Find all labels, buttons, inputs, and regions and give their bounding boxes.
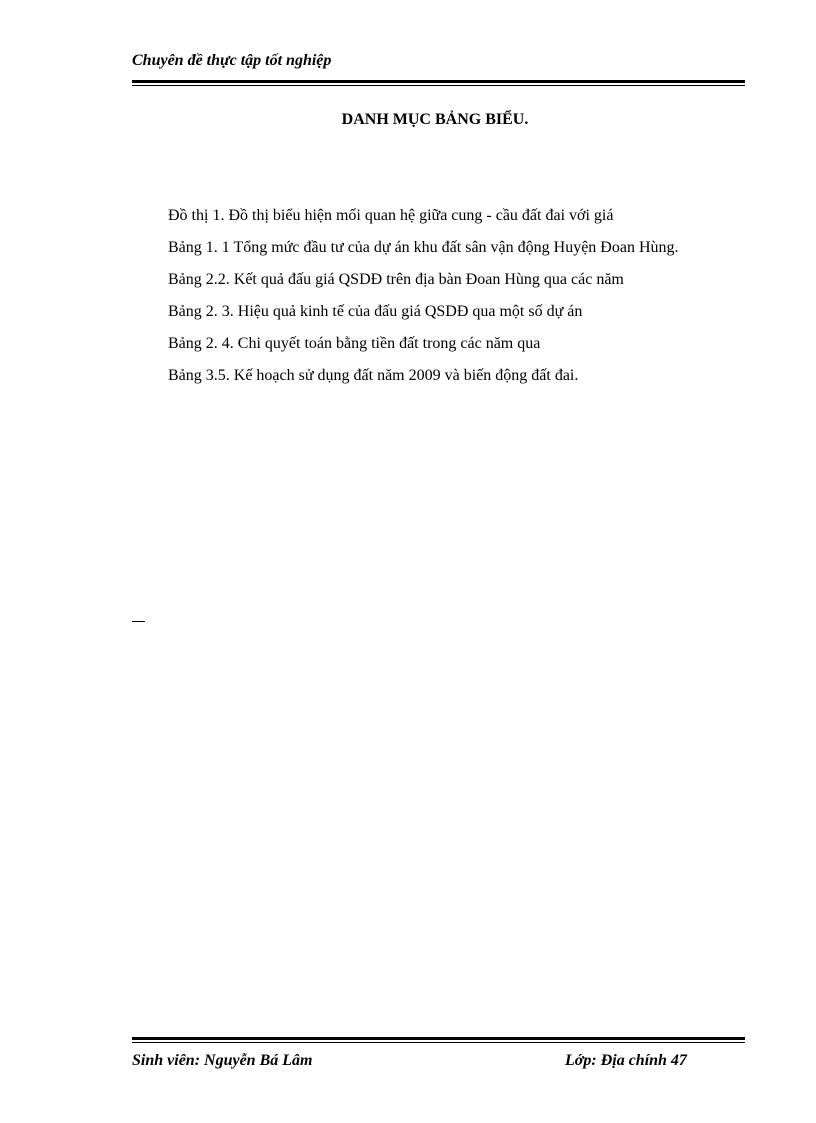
list-item: Bảng 2. 3. Hiệu quả kinh tế của đấu giá QSDĐ qua một số dự án — [168, 303, 583, 320]
page-title: DANH MỤC BẢNG BIỂU. — [341, 111, 529, 128]
list-item: Bảng 2. 4. Chi quyết toán bằng tiền đất trong các năm qua — [168, 335, 541, 352]
list-item: Bảng 3.5. Kế hoạch sử dụng đất năm 2009 và biến động đất đai. — [168, 367, 579, 384]
list-item: Bảng 1. 1 Tổng mức đầu tư của dự án khu đất sân vận động Huyện Đoan Hùng. — [168, 239, 679, 256]
list-item: Bảng 2.2. Kết quả đấu giá QSDĐ trên địa bàn Đoan Hùng qua các năm — [168, 271, 624, 288]
dash-mark — [132, 621, 145, 622]
list-item: Đồ thị 1. Đồ thị biểu hiện mối quan hệ giữa cung - cầu đất đai với giá — [168, 207, 614, 224]
footer-divider — [132, 1037, 745, 1043]
table-list — [168, 206, 679, 398]
header-divider — [132, 80, 745, 86]
footer-class: Lớp: Địa chính 47 — [565, 1052, 687, 1069]
footer-student: Sinh viên: Nguyễn Bá Lâm — [132, 1052, 313, 1069]
header-title: Chuyên đề thực tập tốt nghiệp — [132, 52, 332, 69]
